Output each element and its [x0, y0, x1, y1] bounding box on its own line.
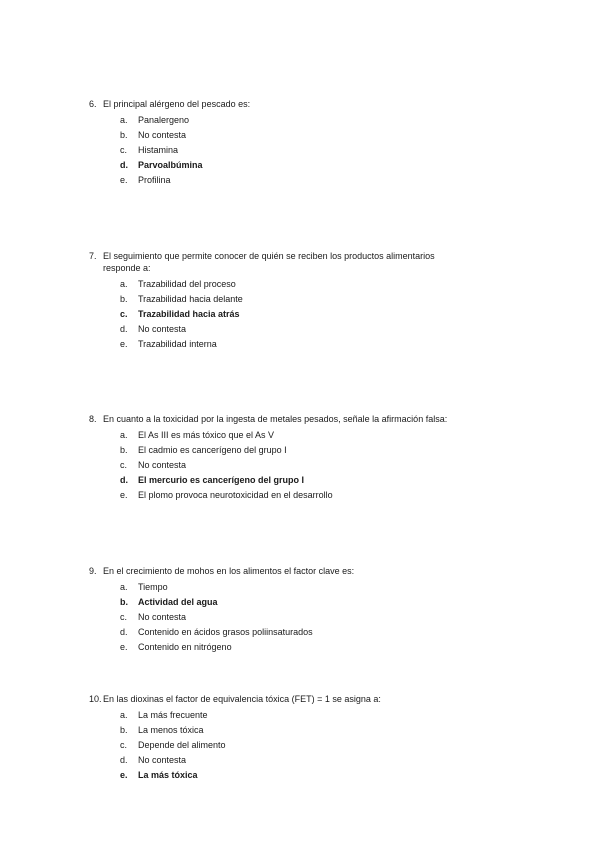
option-text: La más frecuente — [138, 709, 208, 720]
option-text: Depende del alimento — [138, 739, 226, 750]
option-text: Panalergeno — [138, 114, 190, 125]
question-10 — [89, 693, 519, 784]
option-text: Parvoalbúmina — [138, 159, 203, 170]
option-letter: e. — [120, 489, 128, 500]
question-number: 7. — [89, 251, 97, 261]
option-letter: d. — [120, 626, 128, 637]
option-letter: c. — [120, 611, 128, 622]
option-a — [89, 581, 519, 596]
question-8 — [89, 413, 519, 504]
option-e — [89, 641, 519, 656]
option-letter: d. — [120, 159, 128, 170]
option-text: El mercurio es cancerígeno del grupo I — [138, 474, 305, 485]
option-a — [89, 278, 519, 293]
option-text: El plomo provoca neurotoxicidad en el desarrollo — [138, 489, 333, 500]
option-letter: e. — [120, 338, 128, 349]
option-letter: a. — [120, 429, 128, 440]
question-6 — [89, 98, 519, 189]
option-d-correct — [89, 474, 519, 489]
option-text: Trazabilidad interna — [138, 338, 217, 349]
question-header — [89, 250, 519, 274]
question-number: 6. — [89, 99, 97, 109]
option-text: Profilina — [138, 174, 171, 185]
question-text: En las dioxinas el factor de equivalencia tóxica (FET) = 1 se asigna a: — [103, 694, 381, 704]
option-letter: e. — [120, 769, 128, 780]
option-text: La más tóxica — [138, 769, 198, 780]
option-e-correct — [89, 769, 519, 784]
option-list — [89, 429, 519, 504]
question-header — [89, 693, 519, 705]
option-text: No contesta — [138, 611, 187, 622]
option-letter: d. — [120, 323, 128, 334]
option-c — [89, 459, 519, 474]
option-b — [89, 129, 519, 144]
question-9 — [89, 565, 519, 656]
option-letter: c. — [120, 308, 128, 319]
option-list — [89, 114, 519, 189]
option-c — [89, 611, 519, 626]
question-7 — [89, 250, 519, 353]
option-d — [89, 626, 519, 641]
option-letter: b. — [120, 724, 128, 735]
option-list — [89, 709, 519, 784]
option-c — [89, 739, 519, 754]
question-number: 10. — [89, 694, 102, 704]
option-letter: a. — [120, 581, 128, 592]
option-letter: b. — [120, 596, 128, 607]
option-letter: e. — [120, 174, 128, 185]
question-text: En cuanto a la toxicidad por la ingesta de metales pesados, señale la afirmación falsa: — [103, 414, 448, 424]
option-letter: b. — [120, 293, 128, 304]
option-text: No contesta — [138, 459, 187, 470]
option-text: No contesta — [138, 754, 187, 765]
option-text: El As III es más tóxico que el As V — [138, 429, 275, 440]
option-b — [89, 724, 519, 739]
question-header — [89, 413, 519, 425]
question-text: En el crecimiento de mohos en los alimentos el factor clave es: — [103, 566, 355, 576]
option-letter: b. — [120, 444, 128, 455]
option-e — [89, 338, 519, 353]
option-e — [89, 489, 519, 504]
option-text: La menos tóxica — [138, 724, 204, 735]
question-text: El principal alérgeno del pescado es: — [103, 99, 251, 109]
option-letter: a. — [120, 114, 128, 125]
option-b — [89, 444, 519, 459]
option-text: No contesta — [138, 323, 187, 334]
option-text: Contenido en ácidos grasos poliinsaturados — [138, 626, 313, 637]
option-text: No contesta — [138, 129, 187, 140]
option-letter: c. — [120, 739, 128, 750]
option-letter: d. — [120, 474, 128, 485]
option-c — [89, 144, 519, 159]
question-number: 8. — [89, 414, 97, 424]
option-text: Histamina — [138, 144, 179, 155]
option-text: El cadmio es cancerígeno del grupo I — [138, 444, 287, 455]
option-letter: c. — [120, 459, 128, 470]
question-header — [89, 98, 519, 110]
option-a — [89, 429, 519, 444]
option-a — [89, 709, 519, 724]
option-list — [89, 278, 519, 353]
question-header — [89, 565, 519, 577]
option-letter: a. — [120, 278, 128, 289]
option-letter: c. — [120, 144, 128, 155]
option-e — [89, 174, 519, 189]
option-letter: a. — [120, 709, 128, 720]
option-text: Trazabilidad del proceso — [138, 278, 236, 289]
option-b — [89, 293, 519, 308]
option-letter: d. — [120, 754, 128, 765]
option-d-correct — [89, 159, 519, 174]
option-d — [89, 323, 519, 338]
option-text: Tiempo — [138, 581, 168, 592]
option-letter: b. — [120, 129, 128, 140]
option-b-correct — [89, 596, 519, 611]
option-c-correct — [89, 308, 519, 323]
option-d — [89, 754, 519, 769]
question-number: 9. — [89, 566, 97, 576]
option-letter: e. — [120, 641, 128, 652]
question-text: El seguimiento que permite conocer de quién se reciben los productos alimentarios responde a: — [103, 251, 435, 273]
option-list — [89, 581, 519, 656]
option-text: Trazabilidad hacia atrás — [138, 308, 240, 319]
option-text: Trazabilidad hacia delante — [138, 293, 243, 304]
option-text: Actividad del agua — [138, 596, 218, 607]
option-text: Contenido en nitrógeno — [138, 641, 232, 652]
option-a — [89, 114, 519, 129]
